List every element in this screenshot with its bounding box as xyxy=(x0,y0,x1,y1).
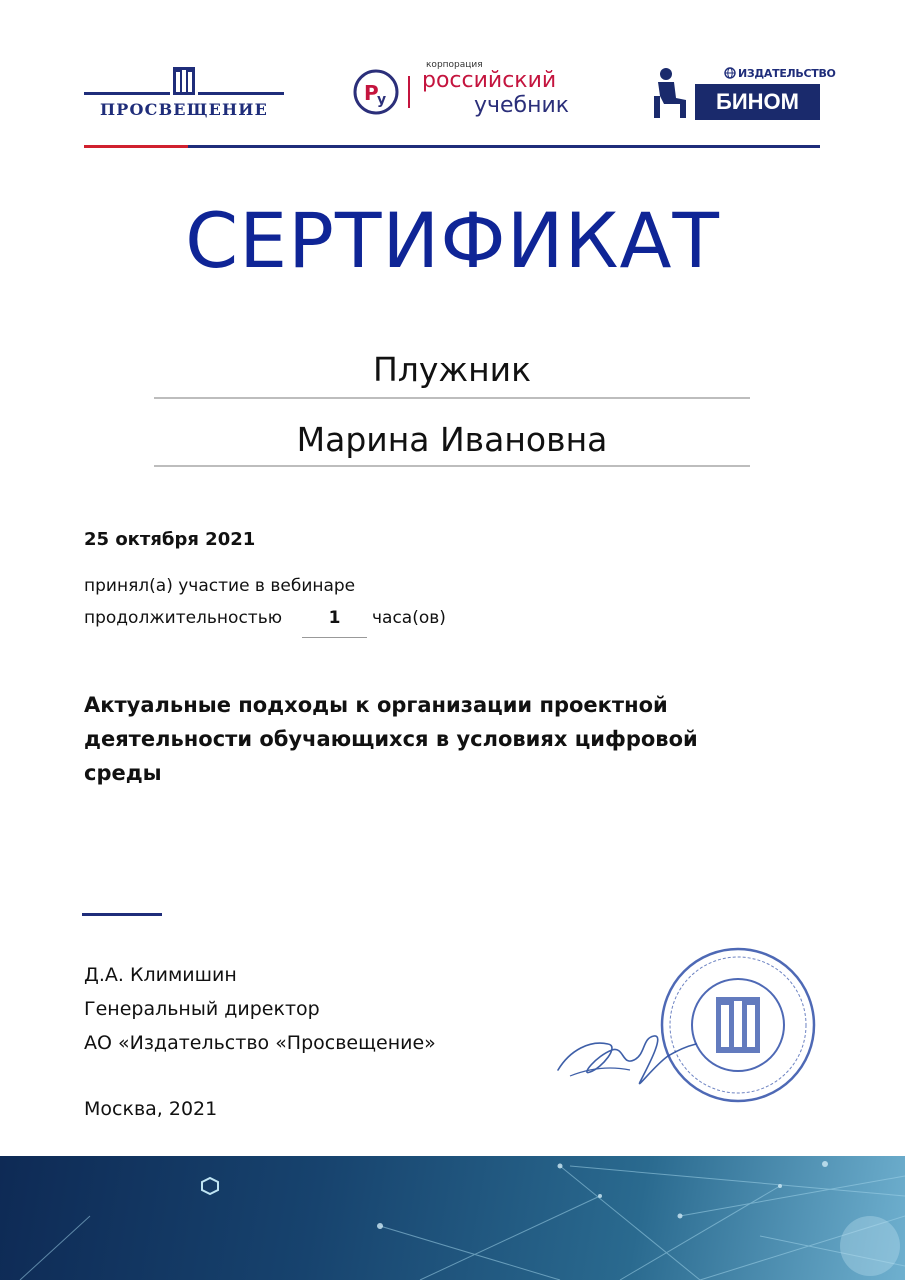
certificate-title: СЕРТИФИКАТ xyxy=(185,196,720,285)
duration-underline xyxy=(302,637,367,638)
ru-logo-line1: российский xyxy=(422,68,557,93)
signatory-organization: АО «Издательство «Просвещение» xyxy=(84,1032,436,1054)
webinar-date: 25 октября 2021 xyxy=(84,529,256,550)
footer-network-banner xyxy=(0,1156,905,1280)
binom-seated-figure-icon xyxy=(650,66,690,122)
participation-text: принял(а) участие в вебинаре xyxy=(84,576,356,596)
network-pattern-icon xyxy=(0,1156,905,1280)
recipient-given-names: Марина Ивановна xyxy=(296,420,608,459)
prosveshchenie-emblem-icon xyxy=(172,66,196,96)
binom-logo xyxy=(650,62,836,124)
signatory-position: Генеральный директор xyxy=(84,998,320,1020)
signatory-name: Д.А. Климишин xyxy=(84,964,237,986)
given-names-underline xyxy=(154,465,750,467)
webinar-title: Актуальные подходы к организации проектной деятельности обучающихся в условиях цифровой среды xyxy=(84,693,698,785)
recipient-surname: Плужник xyxy=(372,350,532,389)
surname-underline xyxy=(154,397,750,399)
round-seal-icon xyxy=(658,945,818,1105)
duration-unit: часа(ов) xyxy=(372,608,446,628)
logo-rule-left xyxy=(84,92,170,95)
prosveshchenie-logo xyxy=(84,66,284,126)
signature-section-rule xyxy=(82,913,162,916)
binom-logo-wordmark: БИНОМ xyxy=(695,84,820,120)
ru-logo-separator xyxy=(408,76,410,108)
prosveshchenie-wordmark: ПРОСВЕЩЕНИЕ xyxy=(99,100,269,119)
logo-rule-right xyxy=(198,92,284,95)
svg-text:Р: Р xyxy=(364,81,379,105)
binom-logo-caption: ИЗДАТЕЛЬСТВО xyxy=(738,67,836,80)
header-rule-red xyxy=(84,145,188,148)
duration-label: продолжительностью xyxy=(84,608,283,628)
duration-value: 1 xyxy=(328,608,341,628)
russian-textbook-logo xyxy=(352,58,592,122)
ru-circle-icon xyxy=(352,68,400,116)
header-rule-blue xyxy=(188,145,820,148)
globe-icon xyxy=(724,67,736,79)
place-and-year: Москва, 2021 xyxy=(84,1098,218,1120)
ru-logo-line2: учебник xyxy=(474,93,570,118)
svg-text:у: у xyxy=(377,92,387,108)
ru-logo-small-caption: корпорация xyxy=(426,60,483,70)
